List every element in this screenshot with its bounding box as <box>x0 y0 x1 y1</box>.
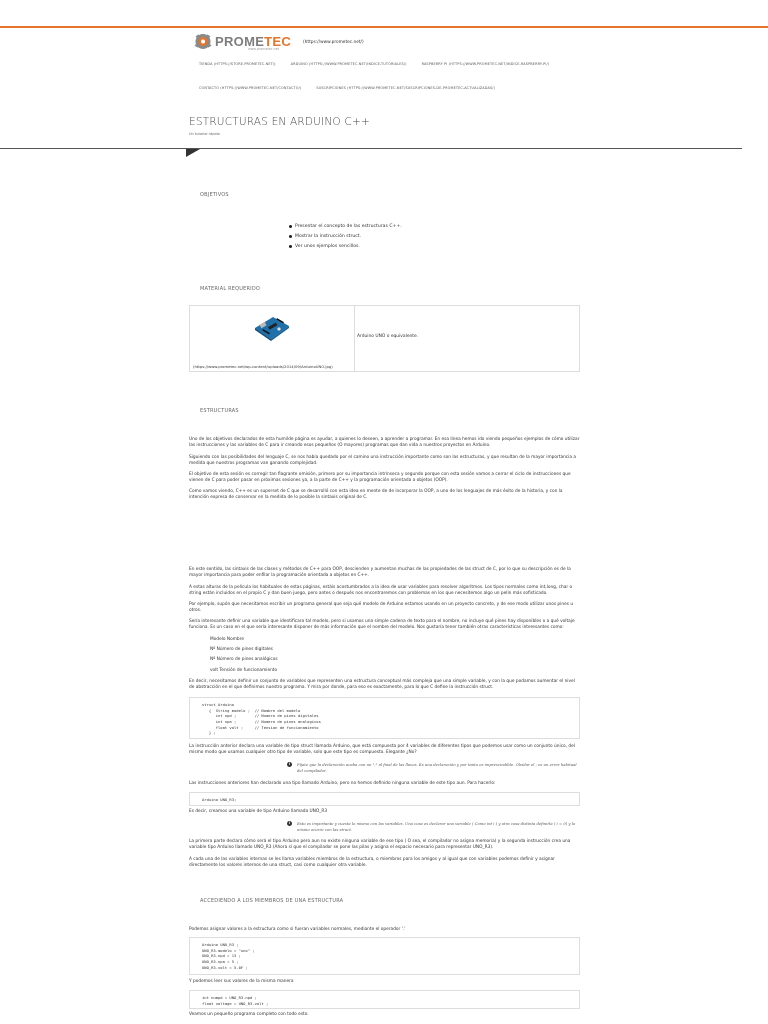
header-divider <box>0 148 742 149</box>
objective-item: Ver unos ejemplos sencillos. <box>289 243 360 250</box>
material-description-cell <box>355 306 579 371</box>
section-heading-estructuras: ESTRUCTURAS <box>200 408 239 414</box>
material-image-cell <box>190 306 355 371</box>
body-paragraph: A cada una de las variables internas se les llama variables miembros de la estructura, o miembros para los amigos y al igual que con variables podemos definir y asignar directamente los valores internos de una struct, casi como cualquier otra variable. <box>189 857 555 869</box>
body-paragraph: A estas alturas de la película los habituales de estas páginas, estáis acostumbrados a la idea de usar variables para resolver algoritmos. Los tipos normales como int,long, char o string están incluidos en el propio C y dan buen juego, pero antes o después nos encontraremos con problemas en los que necesitemos algo un pelín más sofisticado. <box>189 585 573 597</box>
logo-tagline: www.prometec.net <box>248 47 280 51</box>
info-icon: i <box>288 821 291 825</box>
logo-gear-icon <box>193 33 213 50</box>
nav-item-suscripciones[interactable]: SUSCRIPCIONES (HTTPS://WWW.PROMETEC.NET/SUSCRIPCIONES-DE-PROMETEC-ACTUALIZADAS/) <box>316 85 496 90</box>
section-heading-acceso: ACCEDIENDO A LOS MIEMBROS DE UNA ESTRUCTURA <box>200 898 344 904</box>
main-nav-row-1 <box>199 61 564 67</box>
objective-item: Mostrar la instrucción struct. <box>289 233 361 240</box>
body-paragraph: Sería interesante definir una variable que identificara tal modelo, pero si usamos una simple cadena de texto para el nombre, no incluye qué pines hay disponibles o a qué voltaje funciona. Es un caso en el que sería interesante disponer de más información que el nombre del modelo. Nos gustaría tener también otras características interesantes como: <box>189 619 575 631</box>
body-paragraph: Uno de los objetivos declarados de esta humilde página es ayudar, a quienes lo deseen, a aprender a programar. En esa línea hemos ido viendo pequeños ejemplos de cómo utilizar las instrucciones y las variables de C para ir creando esos pequeños (O mayores) programas que dan vida a nuestros proyectos en Arduino. <box>189 437 580 449</box>
body-paragraph: Y podemos leer sus valores de la misma manera <box>189 979 294 984</box>
info-note: i Esto es importante y cuesta lo mismo con las variables. Una cosa es declarar una variable ( Como int i ) y otra cosa distinta definirla ( i = 0) y lo mismo ocurre con las struct. <box>288 821 576 832</box>
material-table <box>189 305 580 372</box>
bullet-icon <box>289 235 292 238</box>
section-heading-objetivos: OBJETIVOS <box>200 192 229 198</box>
code-block-struct: struct Arduino { String modelo ; // Nombre del modelo int npd ; // Numero de pines digitales int npa ; // Numero de pines analogicos float volt ; // Tension de funcionamiento } ; <box>189 697 580 739</box>
section-heading-material: MATERIAL REQUERIDO <box>200 286 261 292</box>
bullet-icon <box>289 245 292 248</box>
code-block-read: int numpd = UNO_R3.npd ; float voltage = UNO_R3.volt ; <box>189 990 580 1009</box>
body-paragraph: Como vamos viendo, C++ es un superset de C que se desarrolló con esta idea en mente de de incorporar la OOP, a uno de los lenguajes de más éxito de la historia, y con la intención expresa de conservar en la medida de lo posible la sintaxis original de C. <box>189 489 563 501</box>
logo-text: PROMETEC <box>215 34 292 49</box>
body-paragraph: En este sentido, las sintaxis de las clases y métodos de C++ para OOP, descienden y aumentan muchas de las propiedades de las struct de C, por lo que su descripción es de la mayor importancia para poder enfilar la programación orientada a objetos en C++. <box>189 567 571 579</box>
feature-list-item: volt Tensión de funcionamiento <box>210 668 278 673</box>
logo-url-link[interactable]: (https://www.prometec.net/) <box>303 40 364 45</box>
main-nav-row-2 <box>199 85 510 91</box>
code-block-assign: Arduino UNO_R3 ; UNO_R3.modelo = "uno" ; UNO_R3.npd = 13 ; UNO_R3.npa = 5 ; UNO_R3.volt = 5.0F ; <box>189 937 580 975</box>
feature-list-item: Nº Número de pines digitales <box>210 647 273 652</box>
page-title: ESTRUCTURAS EN ARDUINO C++ <box>189 116 370 128</box>
info-note: i Fíjate que la declaración acaba con un ";" al final de las llaves. Es una declaración y por tanto es imprescindible. Olvidar el ; es un error habitual del compilador. <box>288 762 577 773</box>
body-paragraph: El objetivo de esta sesión es corregir tan flagrante omisión, primero por su importancia intrínseca y segundo porque con esta sesión vamos a cerrar el ciclo de instrucciones que vienen de C para poder pasar en próximas sesiones ya, a la parte de C++ y la programación orientada a objetos (OOP). <box>189 472 571 484</box>
body-paragraph: La instrucción anterior declara una variable de tipo struct llamada Arduino, que está compuesta por 4 variables de diferentes tipos que podemos usar como un conjunto único, del mismo modo que usamos cualquier otro tipo de variable, solo que este tipo es compuesto. Elegante ¿No? <box>189 744 575 756</box>
body-paragraph: Por ejemplo, supón que necesitamos escribir un programa general que seja qué modelo de Arduino estamos usando en un proyecto concreto, y de ese modo utilizar unos pines u otros. <box>189 602 574 614</box>
body-paragraph: Las instrucciones anteriores han declarado una tipo llamado Arduino, pero no hemos definido ninguna variable de este tipo aun. Para hacerlo: <box>189 781 496 786</box>
body-paragraph: En decir, necesitamos definir un conjunto de variables que representen una estructura conceptual más compleja que una simple variable, y con la que podamos aumentar el nivel de abstracción en el que definimos nuestro programa. Y mira por donde, para eso es exactamente, para lo que C define la instrucción struct. <box>189 679 575 691</box>
nav-item-tienda[interactable]: TIENDA (HTTPS://STORE.PROMETEC.NET/) <box>199 61 276 66</box>
arduino-board-image[interactable] <box>251 314 291 342</box>
nav-item-contacto[interactable]: CONTACTO (HTTPS://WWW.PROMETEC.NET/CONTACTO/) <box>199 85 302 90</box>
material-description: Arduino UNO o equivalente. <box>357 334 419 339</box>
nav-item-raspberry-pi[interactable]: RASPBERRY PI (HTTPS://WWW.PROMETEC.NET/INDICE-RASPBERRY-PI/) <box>421 61 550 66</box>
body-paragraph: Veamos un pequeño programa completo con todo esto. <box>189 1012 309 1017</box>
page-subtitle: Un tutorial rápido <box>189 132 220 136</box>
code-block-define: Arduino UNO_R3; <box>189 792 580 806</box>
top-accent-bar <box>0 26 768 28</box>
body-paragraph: La primera parte declara cómo será el tipo Arduino pero aun no existe ninguna variable de ese tipo ( O sea, el compilador no asigna memoria) y la segunda instrucción crea una variable tipo Arduino llamado UNO_R3 (Ahora sí que el compilador se pone las pilas y asigna el espacio necesario para representar UNO_R3). <box>189 839 571 851</box>
divider-notch <box>186 149 200 157</box>
feature-list-item: Nº Número de pines analógicos <box>210 657 278 662</box>
body-paragraph: Es decir, creamos una variable de tipo Arduino llamada UNO_R3 <box>189 809 328 814</box>
nav-item-arduino[interactable]: ARDUINO (HTTPS://WWW.PROMETEC.NET/INDICE-TUTORIALES/) <box>290 61 407 66</box>
material-image-link[interactable]: (https://www.prometec.net/wp-content/uploads/2014/09/ArduinoUNO.jpg) <box>193 364 333 369</box>
info-icon: i <box>288 762 291 766</box>
body-paragraph: Siguiendo con las posibilidades del lenguaje C, se nos había quedado por el camino una instrucción importante como son las estructuras, y que resultan de la mayor importancia a medida que nuestros programas van ganando complejidad. <box>189 455 576 467</box>
objective-item: Presentar el concepto de las estructuras C++. <box>289 223 402 230</box>
bullet-icon <box>289 225 292 228</box>
feature-list-item: Modelo Nombre <box>210 637 244 642</box>
body-paragraph: Podemos asignar valores a la estructura como si fueran variables normales, mediante el operador '.' <box>189 927 406 932</box>
